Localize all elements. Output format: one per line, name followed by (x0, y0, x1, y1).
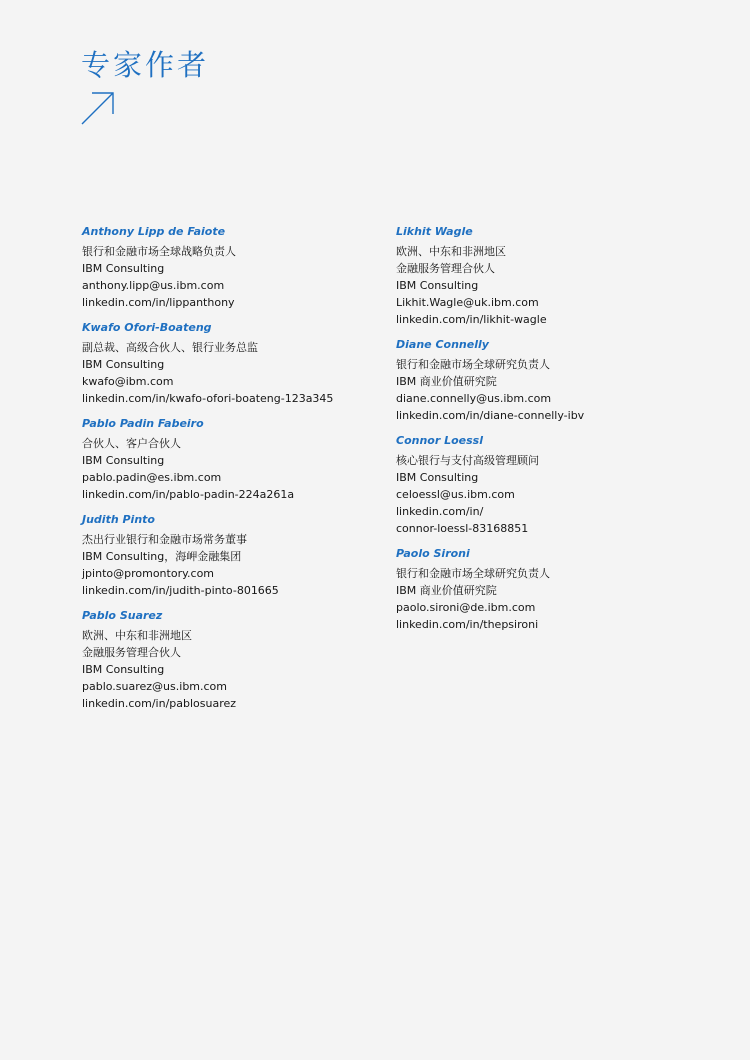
author-email-link[interactable]: jpinto@promontory.com (82, 567, 215, 580)
author-email-link[interactable]: diane.connelly@us.ibm.com (396, 392, 552, 405)
authors-right-column (396, 224, 716, 642)
page-title: 专家作者 (81, 48, 210, 82)
author-email-link[interactable]: celoessl@us.ibm.com (396, 488, 515, 501)
author-linkedin-link[interactable]: linkedin.com/in/diane-connelly-ibv (396, 409, 585, 422)
author-detail: 银行和金融市场全球研究负责人 (396, 358, 550, 371)
author-email-link[interactable]: pablo.padin@es.ibm.com (82, 471, 222, 484)
author-detail: IBM 商业价值研究院 (396, 584, 497, 597)
author-detail: 银行和金融市场全球战略负责人 (82, 245, 236, 258)
author-detail: 欧洲、中东和非洲地区 (396, 245, 506, 258)
author-email-link[interactable]: kwafo@ibm.com (82, 375, 174, 388)
arrow-up-right-icon (81, 91, 115, 125)
author-email-link[interactable]: paolo.sironi@de.ibm.com (396, 601, 536, 614)
author-detail: 核心银行与支付高级管理顾问 (396, 454, 539, 467)
author-detail: IBM Consulting (82, 358, 165, 371)
author-detail: 银行和金融市场全球研究负责人 (396, 567, 550, 580)
author-name: Judith Pinto (82, 513, 155, 526)
author-pablo-suarez (82, 608, 402, 712)
author-judith-pinto (82, 512, 402, 599)
author-detail: 杰出行业银行和金融市场常务董事 (82, 533, 247, 546)
author-detail: 合伙人、客户合伙人 (82, 437, 181, 450)
author-linkedin-link[interactable]: linkedin.com/in/lippanthony (82, 296, 235, 309)
author-name: Pablo Padin Fabeiro (82, 417, 204, 430)
author-detail: 金融服务管理合伙人 (82, 646, 181, 659)
author-email-link[interactable]: pablo.suarez@us.ibm.com (82, 680, 228, 693)
author-paolo-sironi (396, 546, 716, 633)
author-email-link[interactable]: Likhit.Wagle@uk.ibm.com (396, 296, 539, 309)
author-name: Likhit Wagle (396, 225, 473, 238)
author-detail: 欧洲、中东和非洲地区 (82, 629, 192, 642)
author-name: Kwafo Ofori-Boateng (82, 321, 212, 334)
author-detail: 金融服务管理合伙人 (396, 262, 495, 275)
author-linkedin-link[interactable]: linkedin.com/in/likhit-wagle (396, 313, 547, 326)
author-linkedin-link[interactable]: linkedin.com/in/pablo-padin-224a261a (82, 488, 295, 501)
author-linkedin-link[interactable]: linkedin.com/in/pablosuarez (82, 697, 237, 710)
author-name: Paolo Sironi (396, 547, 470, 560)
author-detail: IBM Consulting (396, 471, 479, 484)
author-detail: 副总裁、高级合伙人、银行业务总监 (82, 341, 258, 354)
author-linkedin-link[interactable]: linkedin.com/in/ (396, 505, 484, 518)
author-name: Diane Connelly (396, 338, 489, 351)
author-detail: IBM Consulting (82, 454, 165, 467)
author-kwafo-ofori-boateng (82, 320, 402, 407)
author-linkedin-link[interactable]: connor-loessl-83168851 (396, 522, 529, 535)
author-linkedin-link[interactable]: linkedin.com/in/kwafo-ofori-boateng-123a345 (82, 392, 334, 405)
authors-left-column (82, 224, 402, 721)
author-connor-loessl (396, 433, 716, 537)
author-linkedin-link[interactable]: linkedin.com/in/thepsironi (396, 618, 539, 631)
author-detail: IBM Consulting (82, 663, 165, 676)
author-detail: IBM 商业价值研究院 (396, 375, 497, 388)
author-detail: IBM Consulting，海岬金融集团 (82, 550, 242, 563)
author-name: Pablo Suarez (82, 609, 163, 622)
author-pablo-padin-fabeiro (82, 416, 402, 503)
author-detail: IBM Consulting (82, 262, 165, 275)
author-email-link[interactable]: anthony.lipp@us.ibm.com (82, 279, 225, 292)
author-likhit-wagle (396, 224, 716, 328)
author-diane-connelly (396, 337, 716, 424)
author-detail: IBM Consulting (396, 279, 479, 292)
author-name: Anthony Lipp de Faiote (82, 225, 226, 238)
author-linkedin-link[interactable]: linkedin.com/in/judith-pinto-801665 (82, 584, 279, 597)
author-name: Connor Loessl (396, 434, 483, 447)
author-anthony-lipp-de-faiote (82, 224, 402, 311)
